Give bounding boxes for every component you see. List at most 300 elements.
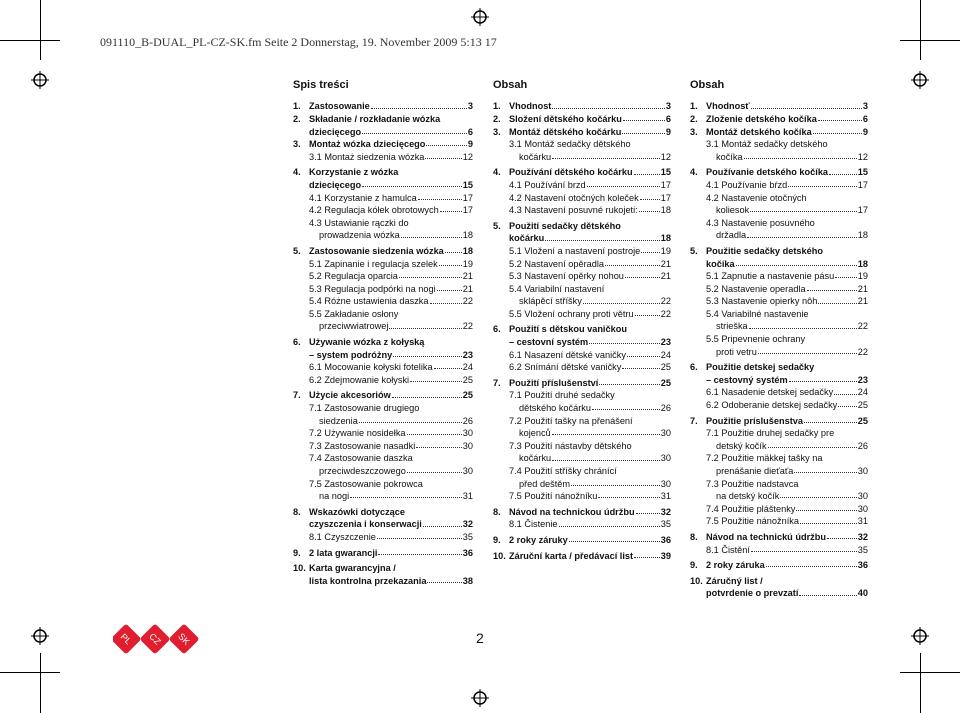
toc-entry[interactable] — [690, 530, 868, 543]
toc-leader-dots — [623, 120, 665, 121]
toc-entry[interactable] — [493, 149, 671, 162]
toc-entry[interactable] — [293, 413, 473, 426]
toc-entry-title: 8.1 Czyszczenie — [309, 531, 376, 542]
toc-leader-dots — [389, 328, 461, 329]
language-tabs — [113, 620, 203, 660]
toc-entry[interactable] — [293, 476, 473, 489]
toc-entry[interactable] — [690, 244, 868, 257]
toc-entry[interactable] — [493, 256, 671, 269]
toc-entry[interactable] — [690, 344, 868, 357]
toc-leader-dots — [751, 108, 862, 109]
toc-entry[interactable] — [690, 438, 868, 451]
toc-entry[interactable] — [293, 319, 473, 332]
toc-entry-title: na nogi — [319, 491, 350, 502]
toc-entry[interactable] — [293, 112, 473, 125]
toc-entry-page: 30 — [857, 466, 868, 477]
toc-entry[interactable] — [293, 426, 473, 439]
toc-entry-title: před deštěm — [519, 478, 571, 489]
toc-entry[interactable] — [293, 401, 473, 414]
toc-entry-page: 38 — [462, 575, 473, 586]
toc-entry[interactable] — [690, 398, 868, 411]
toc-entry-title: Záručný list / — [706, 575, 763, 586]
toc-entry-title: dziecięcego — [309, 179, 362, 190]
toc-entry-page: 12 — [660, 151, 671, 162]
toc-entry-page: 35 — [462, 531, 473, 542]
toc-entry-title: 5.2 Regulacja oparcia — [309, 271, 398, 282]
toc-entry[interactable] — [493, 347, 671, 360]
toc-leader-dots — [399, 277, 462, 278]
toc-leader-dots — [552, 460, 660, 461]
toc-entry-number: 5. — [690, 245, 698, 256]
toc-leader-dots — [804, 422, 857, 423]
toc-leader-dots — [766, 566, 857, 567]
toc-entry[interactable] — [690, 558, 868, 571]
toc-entry-number: 4. — [493, 167, 501, 178]
toc-entry[interactable] — [493, 165, 671, 178]
toc-entry-title: dziecięcego — [309, 126, 362, 137]
toc-title: Obsah — [690, 79, 725, 91]
toc-entry-page: 22 — [660, 308, 671, 319]
toc-entry-title: Montáž detského kočíka — [706, 126, 812, 137]
toc-leader-dots — [350, 497, 462, 498]
toc-entry[interactable] — [690, 203, 868, 216]
toc-entry-title: Použitie detskej sedačky — [706, 362, 815, 373]
toc-leader-dots — [552, 434, 660, 435]
toc-entry-title: 4.1 Používání brzd — [509, 179, 586, 190]
toc-entry-page: 19 — [462, 258, 473, 269]
toc-entry[interactable] — [293, 256, 473, 269]
toc-entry-page: 25 — [462, 374, 473, 385]
toc-entry[interactable] — [293, 99, 473, 112]
toc-entry-page: 21 — [462, 271, 473, 282]
toc-entry-title: Użycie akcesoriów — [309, 390, 391, 401]
toc-entry[interactable] — [293, 438, 473, 451]
toc-entry-title: 4.3 Nastavení posuvné rukojeti: — [509, 205, 638, 216]
toc-entry[interactable] — [690, 514, 868, 527]
crop-mark — [40, 653, 41, 713]
toc-entry-number: 6. — [690, 362, 698, 373]
toc-leader-dots — [813, 133, 862, 134]
toc-entry-title: przeciwdeszczowego — [319, 466, 406, 477]
toc-entry-page: 9 — [665, 126, 671, 137]
toc-entry-title: Složení dětského kočárku — [509, 113, 622, 124]
toc-entry-number: 5. — [493, 220, 501, 231]
toc-entry-page: 18 — [660, 233, 671, 244]
toc-leader-dots — [371, 108, 467, 109]
toc-leader-dots — [789, 381, 857, 382]
toc-entry[interactable] — [690, 178, 868, 191]
toc-entry[interactable] — [293, 388, 473, 401]
toc-entry[interactable] — [293, 307, 473, 320]
crop-mark — [40, 0, 41, 60]
toc-entry-page: 6 — [862, 113, 868, 124]
toc-entry-title: kočárku — [519, 453, 552, 464]
toc-entry[interactable] — [293, 190, 473, 203]
toc-entry-title: 7.1 Použití druhé sedačky — [509, 390, 615, 401]
toc-leader-dots — [829, 174, 857, 175]
toc-entry-page: 17 — [660, 179, 671, 190]
toc-entry[interactable] — [690, 307, 868, 320]
toc-entry-page: 35 — [857, 544, 868, 555]
toc-entry-number: 1. — [293, 101, 301, 112]
toc-leader-dots — [605, 265, 660, 266]
toc-entry-page: 18 — [660, 205, 671, 216]
registration-mark-icon — [471, 8, 489, 26]
toc-entry[interactable] — [493, 360, 671, 373]
toc-leader-dots — [634, 557, 660, 558]
toc-entry-title: 5.1 Zapinanie i regulacja szelek — [309, 258, 438, 269]
toc-entry-title: Wskazówki dotyczące — [309, 506, 405, 517]
toc-entry[interactable] — [690, 256, 868, 269]
toc-entry-page: 18 — [857, 230, 868, 241]
toc-entry-number: 9. — [493, 534, 501, 545]
toc-entry-number: 3. — [293, 139, 301, 150]
toc-entry[interactable] — [293, 530, 473, 543]
toc-entry[interactable] — [690, 489, 868, 502]
toc-leader-dots — [622, 368, 659, 369]
toc-entry-number: 8. — [690, 531, 698, 542]
toc-leader-dots — [635, 315, 660, 316]
toc-entry[interactable] — [293, 281, 473, 294]
toc-entry-title: 5.3 Nastavenie opierky nôh — [706, 296, 818, 307]
toc-entry-title: prenášanie dieťaťa — [716, 466, 794, 477]
registration-mark-icon — [31, 627, 49, 645]
toc-entry-number: 6. — [493, 324, 501, 335]
toc-entry-title: 5.1 Vložení a nastavení postroje — [509, 245, 641, 256]
toc-entry-number: 6. — [293, 337, 301, 348]
toc-entry[interactable] — [690, 165, 868, 178]
toc-entry[interactable] — [690, 124, 868, 137]
toc-column-cz — [493, 80, 671, 561]
toc-entry[interactable] — [690, 319, 868, 332]
toc-entry-title: 4.2 Regulacja kółek obrotowych — [309, 205, 439, 216]
toc-entry-title: 5.5 Pripevnenie ochrany — [706, 334, 806, 345]
toc-entry[interactable] — [293, 228, 473, 241]
toc-entry[interactable] — [493, 375, 671, 388]
toc-leader-dots — [589, 343, 660, 344]
toc-entry[interactable] — [293, 372, 473, 385]
toc-entry[interactable] — [493, 322, 671, 335]
toc-entry-title: 7.3 Zastosowanie nasadki — [309, 440, 416, 451]
toc-entry-number: 9. — [690, 560, 698, 571]
toc-entry[interactable] — [690, 269, 868, 282]
toc-leader-dots — [426, 145, 466, 146]
toc-leader-dots — [622, 133, 665, 134]
toc-leader-dots — [799, 595, 856, 596]
toc-entry-title: 7.2 Použití tašky na přenášení — [509, 415, 633, 426]
toc-entry[interactable] — [293, 244, 473, 257]
toc-entry[interactable] — [493, 203, 671, 216]
toc-entry-title: 5.3 Regulacja podpórki na nogi — [309, 283, 436, 294]
toc-entry-page: 21 — [857, 296, 868, 307]
toc-entry-title: strieška — [716, 321, 748, 332]
toc-entry[interactable] — [493, 517, 671, 530]
toc-leader-dots — [587, 186, 660, 187]
toc-entry-title: kočárku — [509, 233, 545, 244]
toc-entry-title: potvrdenie o prevzatí — [706, 588, 799, 599]
toc-entry[interactable] — [493, 476, 671, 489]
toc-entry[interactable] — [690, 228, 868, 241]
toc-entry[interactable] — [690, 385, 868, 398]
toc-entry-title: Použitie sedačky detského — [706, 245, 823, 256]
toc-leader-dots — [750, 211, 857, 212]
toc-entry[interactable] — [493, 489, 671, 502]
toc-entry[interactable] — [293, 489, 473, 502]
toc-leader-dots — [640, 199, 660, 200]
toc-entry-page: 26 — [857, 440, 868, 451]
toc-entry-title: 7.2 Použitie mäkkej tašky na — [706, 453, 823, 464]
toc-leader-dots — [625, 277, 660, 278]
toc-entry-title: 3.1 Montáž sedačky detského — [706, 139, 828, 150]
toc-leader-dots — [780, 497, 856, 498]
toc-entry[interactable] — [493, 137, 671, 150]
toc-entry-page: 6 — [665, 113, 671, 124]
toc-entry-number: 7. — [293, 390, 301, 401]
toc-entry-page: 22 — [462, 296, 473, 307]
toc-entry-title: Korzystanie z wózka — [309, 167, 399, 178]
language-tab-pl-icon — [113, 623, 142, 654]
toc-entry-title: 2 roky záruka — [706, 560, 765, 571]
toc-entry-page: 9 — [467, 139, 473, 150]
toc-entry-title: sklápěcí stříšky — [519, 296, 582, 307]
toc-entry[interactable] — [493, 218, 671, 231]
toc-entry-page: 30 — [857, 503, 868, 514]
toc-entry[interactable] — [690, 464, 868, 477]
toc-entry[interactable] — [493, 464, 671, 477]
toc-entry[interactable] — [293, 504, 473, 517]
toc-leader-dots — [834, 394, 857, 395]
toc-entry[interactable] — [493, 401, 671, 414]
toc-entry[interactable] — [493, 231, 671, 244]
toc-entry[interactable] — [293, 517, 473, 530]
toc-entry[interactable] — [293, 149, 473, 162]
toc-entry-title: 2 roky záruky — [509, 534, 568, 545]
toc-entry-title: Návod na technickú údržbu — [706, 531, 826, 542]
toc-entry-page: 30 — [462, 440, 473, 451]
toc-entry[interactable] — [293, 360, 473, 373]
toc-entry-title: 6.2 Snímání dětské vaničky — [509, 362, 622, 373]
toc-entry-page: 22 — [857, 321, 868, 332]
toc-leader-dots — [758, 353, 857, 354]
toc-entry[interactable] — [690, 360, 868, 373]
toc-entry[interactable] — [293, 294, 473, 307]
toc-entry-title: 6.1 Nasazení dětské vaničky — [509, 349, 626, 360]
crop-mark — [920, 653, 921, 713]
toc-entry[interactable] — [493, 124, 671, 137]
toc-leader-dots — [744, 158, 857, 159]
toc-entry[interactable] — [690, 542, 868, 555]
toc-leader-dots — [425, 158, 461, 159]
toc-entry[interactable] — [293, 347, 473, 360]
toc-entry-title: dětského kočárku — [519, 403, 592, 414]
toc-entry-number: 10. — [293, 563, 306, 574]
toc-leader-dots — [747, 237, 857, 238]
toc-leader-dots — [410, 381, 462, 382]
toc-entry-title: 7.4 Zastosowanie daszka — [309, 453, 413, 464]
toc-entry[interactable] — [493, 99, 671, 112]
toc-entry[interactable] — [293, 165, 473, 178]
toc-entry-page: 25 — [462, 390, 473, 401]
toc-entry-number: 2. — [493, 113, 501, 124]
toc-entry-number: 4. — [293, 167, 301, 178]
toc-entry[interactable] — [690, 451, 868, 464]
toc-entry[interactable] — [493, 388, 671, 401]
toc-entry[interactable] — [293, 269, 473, 282]
toc-entry-page: 24 — [462, 362, 473, 373]
toc-entry-title: 7.5 Použitie nánožníka — [706, 516, 799, 527]
toc-entry[interactable] — [493, 413, 671, 426]
toc-entry[interactable] — [690, 586, 868, 599]
toc-entry[interactable] — [493, 269, 671, 282]
toc-entry[interactable] — [690, 372, 868, 385]
toc-leader-dots — [359, 422, 462, 423]
toc-entry[interactable] — [690, 137, 868, 150]
toc-entry-title: Używanie wózka z kołyską — [309, 337, 425, 348]
toc-entry-page: 36 — [660, 534, 671, 545]
toc-entry[interactable] — [493, 281, 671, 294]
toc-entry-number: 1. — [690, 101, 698, 112]
toc-entry-page: 23 — [462, 349, 473, 360]
toc-entry-page: 30 — [462, 466, 473, 477]
toc-entry[interactable] — [293, 451, 473, 464]
toc-leader-dots — [788, 186, 857, 187]
toc-entry-page: 6 — [467, 126, 473, 137]
toc-leader-dots — [393, 356, 462, 357]
toc-leader-dots — [552, 158, 660, 159]
toc-entry-title: 5.5 Zakładanie osłony — [309, 308, 399, 319]
toc-entry-page: 18 — [857, 258, 868, 269]
toc-entry[interactable] — [690, 190, 868, 203]
toc-entry[interactable] — [690, 426, 868, 439]
toc-entry-title: Použití příslušenství — [509, 377, 599, 388]
language-tab-label: SK — [176, 631, 192, 647]
toc-entry[interactable] — [493, 335, 671, 348]
toc-entry-title: Składanie / rozkładanie wózka — [309, 113, 441, 124]
toc-entry-title: kočíka — [706, 258, 735, 269]
toc-entry[interactable] — [493, 533, 671, 546]
toc-entry-page: 15 — [660, 167, 671, 178]
toc-entry[interactable] — [690, 294, 868, 307]
toc-entry-number: 8. — [293, 506, 301, 517]
toc-entry[interactable] — [293, 545, 473, 558]
toc-entry-title: 5.2 Nastavení opěradla — [509, 258, 605, 269]
toc-entry[interactable] — [493, 504, 671, 517]
toc-entry-title: 5.5 Vložení ochrany proti větru — [509, 308, 634, 319]
toc-entry[interactable] — [690, 573, 868, 586]
toc-entry[interactable] — [493, 548, 671, 561]
toc-entry-title: kojenců — [519, 428, 551, 439]
toc-entry[interactable] — [293, 464, 473, 477]
toc-entry-page: 15 — [857, 167, 868, 178]
toc-entry-title: 7.1 Použitie druhej sedačky pre — [706, 428, 835, 439]
toc-entry-title: czyszczenia i konserwacji — [309, 519, 422, 530]
toc-entry-page: 3 — [467, 101, 473, 112]
toc-entry[interactable] — [293, 137, 473, 150]
toc-entry[interactable] — [690, 99, 868, 112]
toc-entry[interactable] — [293, 573, 473, 586]
toc-entry[interactable] — [293, 215, 473, 228]
toc-entry[interactable] — [493, 451, 671, 464]
toc-entry-page: 12 — [857, 151, 868, 162]
toc-entry[interactable] — [293, 561, 473, 574]
toc-entry-page: 17 — [462, 205, 473, 216]
toc-leader-dots — [439, 265, 462, 266]
toc-entry-title: 6.2 Odoberanie detskej sedačky — [706, 400, 838, 411]
toc-leader-dots — [636, 513, 660, 514]
toc-entry[interactable] — [690, 413, 868, 426]
toc-entry[interactable] — [293, 335, 473, 348]
toc-leader-dots — [407, 434, 462, 435]
toc-entry[interactable] — [493, 307, 671, 320]
toc-entry-page: 3 — [665, 101, 671, 112]
toc-title: Spis treści — [293, 79, 349, 91]
toc-entry-title: 7.5 Zastosowanie pokrowca — [309, 478, 423, 489]
toc-entry-page: 22 — [462, 321, 473, 332]
toc-leader-dots — [807, 290, 857, 291]
toc-leader-dots — [598, 497, 659, 498]
toc-entry-page: 9 — [862, 126, 868, 137]
toc-entry-title: 7.4 Použití stříšky chránící — [509, 466, 617, 477]
toc-leader-dots — [627, 356, 660, 357]
toc-entry-title: 6.1 Nasadenie detskej sedačky — [706, 387, 834, 398]
toc-entry[interactable] — [493, 190, 671, 203]
toc-entry-page: 17 — [857, 205, 868, 216]
toc-leader-dots — [592, 409, 660, 410]
toc-entry[interactable] — [493, 112, 671, 125]
toc-entry-title: Použitie príslušenstva — [706, 415, 804, 426]
toc-entry[interactable] — [690, 112, 868, 125]
toc-leader-dots — [440, 211, 462, 212]
toc-entry[interactable] — [493, 244, 671, 257]
toc-entry-number: 2. — [293, 113, 301, 124]
toc-entry[interactable] — [293, 203, 473, 216]
toc-entry-title: – cestovný systém — [706, 374, 788, 385]
toc-entry-title: 6.2 Zdejmowanie kołyski — [309, 374, 410, 385]
toc-entry-page: 36 — [462, 547, 473, 558]
toc-entry-title: prowadzenia wózka — [319, 230, 400, 241]
toc-entry-title: 4.2 Nastavenie otočných — [706, 192, 807, 203]
toc-entry-title: 8.1 Čistenie — [509, 519, 558, 530]
toc-entry-number: 4. — [690, 167, 698, 178]
toc-leader-dots — [418, 199, 462, 200]
toc-entry[interactable] — [690, 476, 868, 489]
toc-entry-title: Zastosowanie — [309, 101, 370, 112]
toc-entry[interactable] — [493, 178, 671, 191]
toc-entry[interactable] — [293, 178, 473, 191]
toc-entry[interactable] — [293, 124, 473, 137]
toc-entry[interactable] — [690, 332, 868, 345]
toc-entry[interactable] — [493, 426, 671, 439]
toc-entry[interactable] — [493, 438, 671, 451]
toc-entry-page: 32 — [462, 519, 473, 530]
toc-entry-title: proti vetru — [716, 346, 757, 357]
toc-leader-dots — [800, 523, 857, 524]
toc-entry-page: 25 — [857, 415, 868, 426]
toc-entry-page: 23 — [660, 337, 671, 348]
toc-leader-dots — [641, 252, 660, 253]
toc-leader-dots — [430, 303, 462, 304]
toc-entry[interactable] — [690, 149, 868, 162]
toc-entry-page: 18 — [462, 245, 473, 256]
toc-entry-title: Zloženie detského kočíka — [706, 113, 817, 124]
toc-entry-title: 4.1 Korzystanie z hamulca — [309, 192, 417, 203]
toc-entry-title: przeciwwiatrowej — [319, 321, 389, 332]
toc-entry[interactable] — [690, 215, 868, 228]
toc-entry-page: 21 — [660, 271, 671, 282]
toc-entry[interactable] — [690, 281, 868, 294]
toc-entry[interactable] — [690, 501, 868, 514]
toc-entry[interactable] — [493, 294, 671, 307]
